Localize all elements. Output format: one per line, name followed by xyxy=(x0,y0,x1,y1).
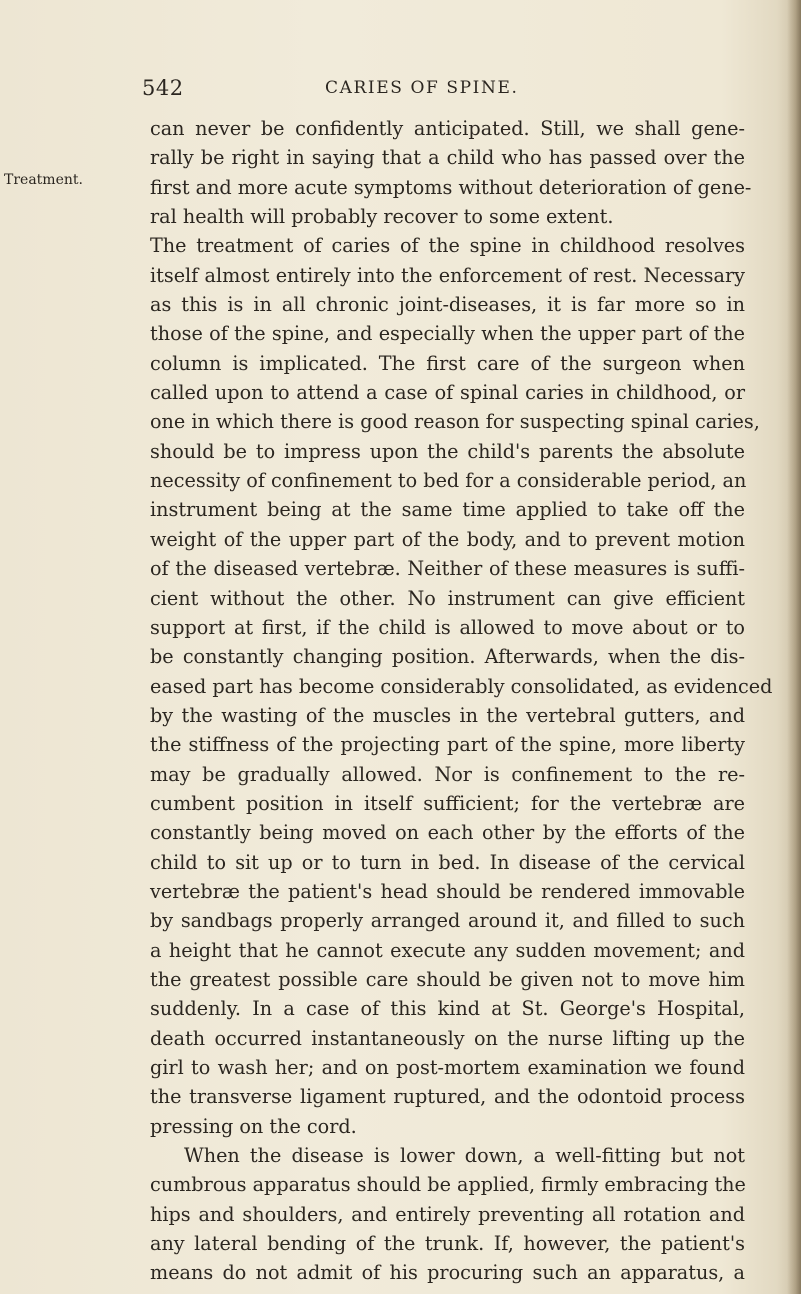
running-head: CARIES OF SPINE. xyxy=(325,78,519,98)
text-line: weight of the upper part of the body, and to prevent motion xyxy=(150,527,745,551)
text-line: of the diseased vertebræ. Neither of these measures is suffi- xyxy=(150,557,745,581)
page-number: 542 xyxy=(142,76,184,100)
text-line: called upon to attend a case of spinal caries in childhood, or xyxy=(150,381,745,405)
text-line: the greatest possible care should be given not to move him xyxy=(150,967,745,991)
text-line: cumbent position in itself sufficient; for the vertebræ are xyxy=(150,791,745,815)
text-line: column is implicated. The first care of the surgeon when xyxy=(150,351,745,375)
text-line: may be gradually allowed. Nor is confinement to the re- xyxy=(150,762,745,786)
page-edge-shadow xyxy=(787,0,801,1294)
text-line: necessity of confinement to bed for a considerable period, an xyxy=(150,469,747,493)
text-line: When the disease is lower down, a well-fitting but not xyxy=(184,1144,745,1168)
text-line: by sandbags properly arranged around it, and filled to such xyxy=(150,909,745,933)
text-line: suddenly. In a case of this kind at St. George's Hospital, xyxy=(150,997,745,1021)
text-line: should be to impress upon the child's parents the absolute xyxy=(150,439,745,463)
text-line: the stiffness of the projecting part of the spine, more liberty xyxy=(150,733,745,757)
text-line: girl to wash her; and on post-mortem examination we found xyxy=(150,1056,745,1079)
text-line: constantly being moved on each other by the efforts of the xyxy=(150,821,745,845)
text-line: by the wasting of the muscles in the vertebral gutters, and xyxy=(150,703,745,727)
text-line: cient without the other. No instrument can give efficient xyxy=(150,586,745,610)
text-line: hips and shoulders, and entirely preventing all rotation and xyxy=(150,1202,745,1226)
text-line: any lateral bending of the trunk. If, however, the patient's xyxy=(150,1232,745,1256)
text-line: child to sit up or to turn in bed. In disease of the cervical xyxy=(150,850,745,874)
text-line: eased part has become considerably consolidated, as evidenced xyxy=(150,674,773,698)
text-line: be constantly changing position. Afterwards, when the dis- xyxy=(150,645,745,669)
text-line: first and more acute symptoms without deterioration of gene- xyxy=(150,175,752,199)
text-line: support at first, if the child is allowed to move about or to xyxy=(150,615,745,639)
text-line: The treatment of caries of the spine in childhood resolves xyxy=(150,234,745,258)
margin-note-treatment: Treatment. xyxy=(4,172,83,188)
page-header xyxy=(0,76,801,106)
paragraph xyxy=(150,231,773,1141)
paragraph xyxy=(150,1141,745,1288)
text-line: can never be confidently anticipated. Still, we shall gene- xyxy=(150,117,745,140)
text-line: rally be right in saying that a child who has passed over the xyxy=(150,146,745,170)
body-text xyxy=(150,114,773,1288)
text-line: itself almost entirely into the enforcement of rest. Necessary xyxy=(150,263,745,287)
text-line: vertebræ the patient's head should be rendered immovable xyxy=(150,879,745,903)
text-line: cumbrous apparatus should be applied, firmly embracing the xyxy=(150,1173,746,1197)
text-line: those of the spine, and especially when the upper part of the xyxy=(150,322,745,346)
text-line: pressing on the cord. xyxy=(150,1114,357,1138)
text-line: as this is in all chronic joint-diseases, it is far more so in xyxy=(150,293,745,317)
text-line: death occurred instantaneously on the nurse lifting up the xyxy=(150,1026,745,1050)
text-line: instrument being at the same time applied to take off the xyxy=(150,498,745,522)
text-line: a height that he cannot execute any sudden movement; and xyxy=(150,938,745,962)
text-line: one in which there is good reason for suspecting spinal caries, xyxy=(150,410,760,434)
paragraph xyxy=(150,114,752,231)
text-line: ral health will probably recover to some extent. xyxy=(150,205,614,229)
text-line: means do not admit of his procuring such an apparatus, a xyxy=(150,1261,745,1285)
text-line: the transverse ligament ruptured, and the odontoid process xyxy=(150,1085,745,1109)
